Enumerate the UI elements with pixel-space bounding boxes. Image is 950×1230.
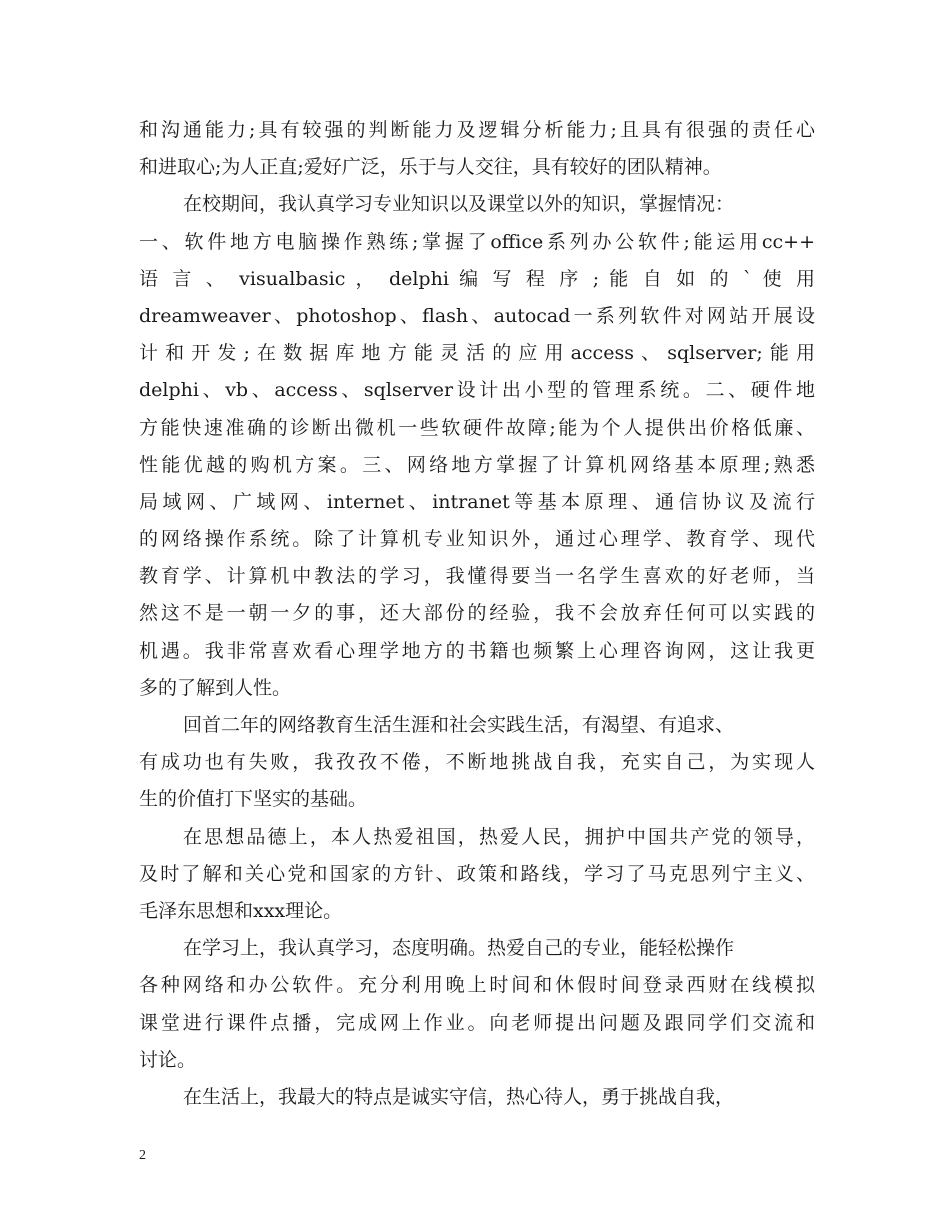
- text-line: 一、软件地方电脑操作熟练;掌握了office系列办公软件;能运用cc++: [139, 230, 815, 253]
- text-line: dreamweaver、photoshop、flash、autocad一系列软件对网站开展设: [139, 304, 815, 327]
- text-line: 及时了解和关心党和国家的方针、政策和路线，学习了马克思列宁主义、: [139, 862, 815, 885]
- text-line: 计和开发;在数据库地方能灵活的应用access、sqlserver;能用: [139, 342, 815, 365]
- text-line: 有成功也有失败，我孜孜不倦，不断地挑战自我，充实自己，为实现人: [139, 751, 815, 774]
- body-text: [139, 112, 815, 1116]
- text-line: 的网络操作系统。除了计算机专业知识外，通过心理学、教育学、现代: [139, 528, 815, 551]
- text-line: 课堂进行课件点播，完成网上作业。向老师提出问题及跟同学们交流和: [139, 1011, 815, 1034]
- text-line: 语 言 、 visualbasic ， delphi 编 写 程 序 ; 能 自 如 的 ` 使 用: [139, 267, 815, 290]
- text-line: 在思想品德上，本人热爱祖国，热爱人民，拥护中国共产党的领导，: [183, 825, 815, 848]
- text-line: 性能优越的购机方案。三、网络地方掌握了计算机网络基本原理;熟悉: [139, 453, 815, 476]
- text-line: 和沟通能力;具有较强的判断能力及逻辑分析能力;且具有很强的责任心: [139, 119, 815, 141]
- text-line: 在学习上，我认真学习，态度明确。热爱自己的专业，能轻松操作: [183, 937, 735, 960]
- text-line: 在生活上，我最大的特点是诚实守信，热心待人，勇于挑战自我，: [183, 1085, 735, 1108]
- text-line: 生的价值打下坚实的基础。: [139, 788, 368, 811]
- text-line: 多的了解到人性。: [139, 676, 292, 699]
- text-line: 回首二年的网络教育生活生涯和社会实践生活，有渴望、有追求、: [183, 714, 735, 736]
- text-line: 毛泽东思想和xxx理论。: [139, 899, 343, 922]
- text-line: 和进取心;为人正直;爱好广泛，乐于与人交往，具有较好的团队精神。: [139, 156, 722, 179]
- page-number: 2: [139, 1148, 146, 1163]
- text-line: 局域网、广域网、internet、intranet等基本原理、通信协议及流行: [139, 490, 815, 513]
- text-line: 在校期间，我认真学习专业知识以及课堂以外的知识，掌握情况：: [183, 193, 735, 216]
- text-line: 各种网络和办公软件。充分利用晚上时间和休假时间登录西财在线模拟: [139, 974, 815, 997]
- text-line: 机遇。我非常喜欢看心理学地方的书籍也频繁上心理咨询网，这让我更: [139, 639, 815, 662]
- text-line: 教育学、计算机中教法的学习，我懂得要当一名学生喜欢的好老师，当: [139, 565, 815, 588]
- text-line: 方能快速准确的诊断出微机一些软硬件故障;能为个人提供出价格低廉、: [139, 416, 815, 439]
- text-line: delphi、vb、access、sqlserver设计出小型的管理系统。二、硬件地: [139, 379, 815, 402]
- text-line: 然这不是一朝一夕的事，还大部份的经验，我不会放弃任何可以实践的: [139, 602, 815, 625]
- text-line: 讨论。: [139, 1048, 197, 1071]
